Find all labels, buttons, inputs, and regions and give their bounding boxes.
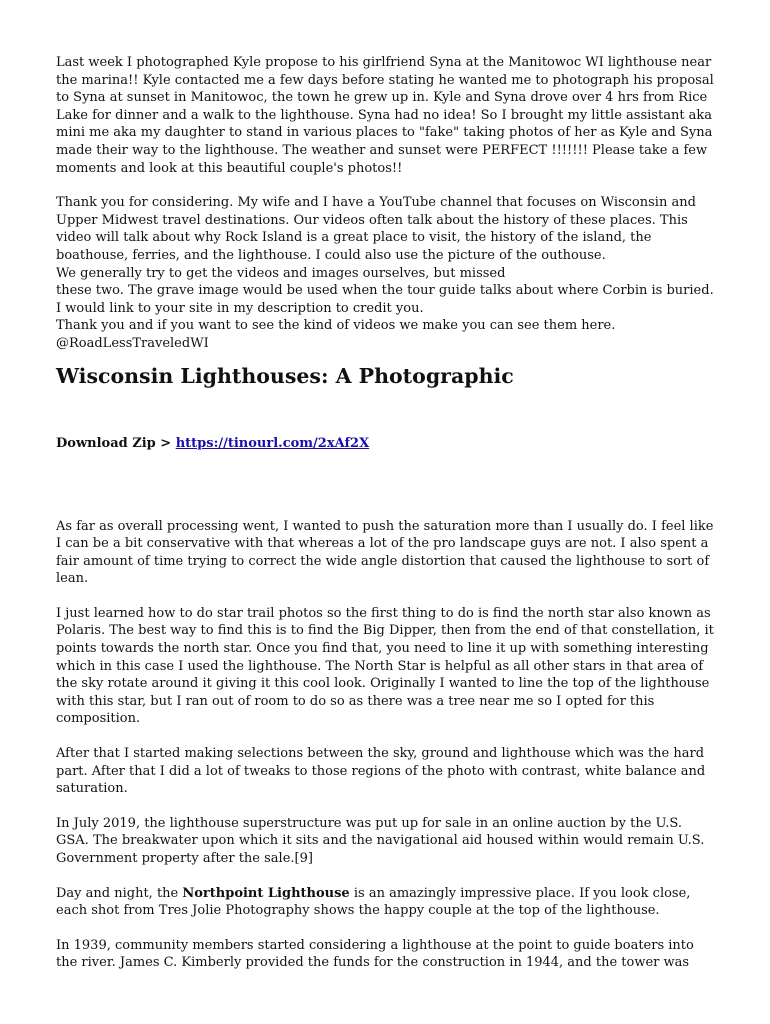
article-body <box>56 518 716 972</box>
youtube-missed-line: We generally try to get the videos and images ourselves, but missed <box>56 265 506 281</box>
article-paragraph-auction: In July 2019, the lighthouse superstructure was put up for sale in an online auction by the U.S. GSA. The breakwater upon which it sits and the navigational aid housed within would remain U.S. Government property after the sale.[9] <box>56 815 705 866</box>
document-page <box>56 54 716 989</box>
youtube-credit-line: these two. The grave image would be used when the tour guide talks about where Corbin is buried. I would link to your site in my description to credit you. <box>56 283 714 316</box>
download-label: Download Zip > <box>56 435 176 451</box>
article-paragraph-1939: In 1939, community members started considering a lighthouse at the point to guide boaters into the river. James C. Kimberly provided the funds for the construction in 1944, and the tower was <box>56 937 694 971</box>
northpoint-lighthouse-name: Northpoint Lighthouse <box>182 885 350 901</box>
youtube-thanks-line: Thank you and if you want to see the kind of videos we make you can see them here. <box>56 318 616 334</box>
download-link[interactable]: https://tinourl.com/2xAf2X <box>175 435 370 451</box>
northpoint-text-after: is an amazingly impressive place. If you look close, each shot from Tres Jolie Photography shows the happy couple at the top of the lighthouse. <box>56 885 691 919</box>
northpoint-text-before: Day and night, the <box>56 885 183 901</box>
article-paragraph-northpoint <box>56 885 716 920</box>
page-title: Wisconsin Lighthouses: A Photographic <box>56 363 514 388</box>
intro-paragraph-proposal: Last week I photographed Kyle propose to his girlfriend Syna at the Manitowoc WI lighthouse near the marina!! Kyle contacted me a few days before stating he wanted me to photograph his proposal to Syna at sunset in Manitowoc, the town he grew up in. Kyle and Syna drove over 4 hrs from Rice Lake for dinner and a walk to the lighthouse. Syna had no idea! So I brought my little assistant aka mini me aka my daughter to stand in various places to "fake" taking photos of her as Kyle and Syna made their way to the lighthouse. The weather and sunset were PERFECT !!!!!!! Please take a few moments and look at this beautiful couple's photos!! <box>56 55 714 176</box>
article-paragraph-selections: After that I started making selections between the sky, ground and lighthouse which was the hard part. After that I did a lot of tweaks to those regions of the photo with contrast, white balance and saturation. <box>56 746 706 797</box>
intro-paragraph-youtube <box>56 194 716 352</box>
youtube-handle: @RoadLessTraveledWI <box>56 335 209 351</box>
download-line <box>56 435 716 452</box>
article-paragraph-star-trails: I just learned how to do star trail photos so the first thing to do is find the north star also known as Polaris. The best way to find this is to find the Big Dipper, then from the end of that constellation, it points towards the north star. Once you find that, you need to line it up with something interesting which in this case I used the lighthouse. The North Star is helpful as all other stars in that area of the sky rotate around it giving it this cool look. Originally I wanted to line the top of the lighthouse with this star, but I ran out of room to do so as there was a tree near me so I opted for this composition. <box>56 605 714 727</box>
youtube-request-text: Thank you for considering. My wife and I have a YouTube channel that focuses on Wisconsin and Upper Midwest travel destinations. Our videos often talk about the history of these places. This video will talk about why Rock Island is a great place to visit, the history of the island, the boathouse, ferries, and the lighthouse. I could also use the picture of the outhouse. <box>56 195 696 263</box>
article-paragraph-processing: As far as overall processing went, I wanted to push the saturation more than I usually do. I feel like I can be a bit conservative with that whereas a lot of the pro landscape guys are not. I also spent a fair amount of time trying to correct the wide angle distortion that caused the lighthouse to sort of lean. <box>56 518 714 587</box>
